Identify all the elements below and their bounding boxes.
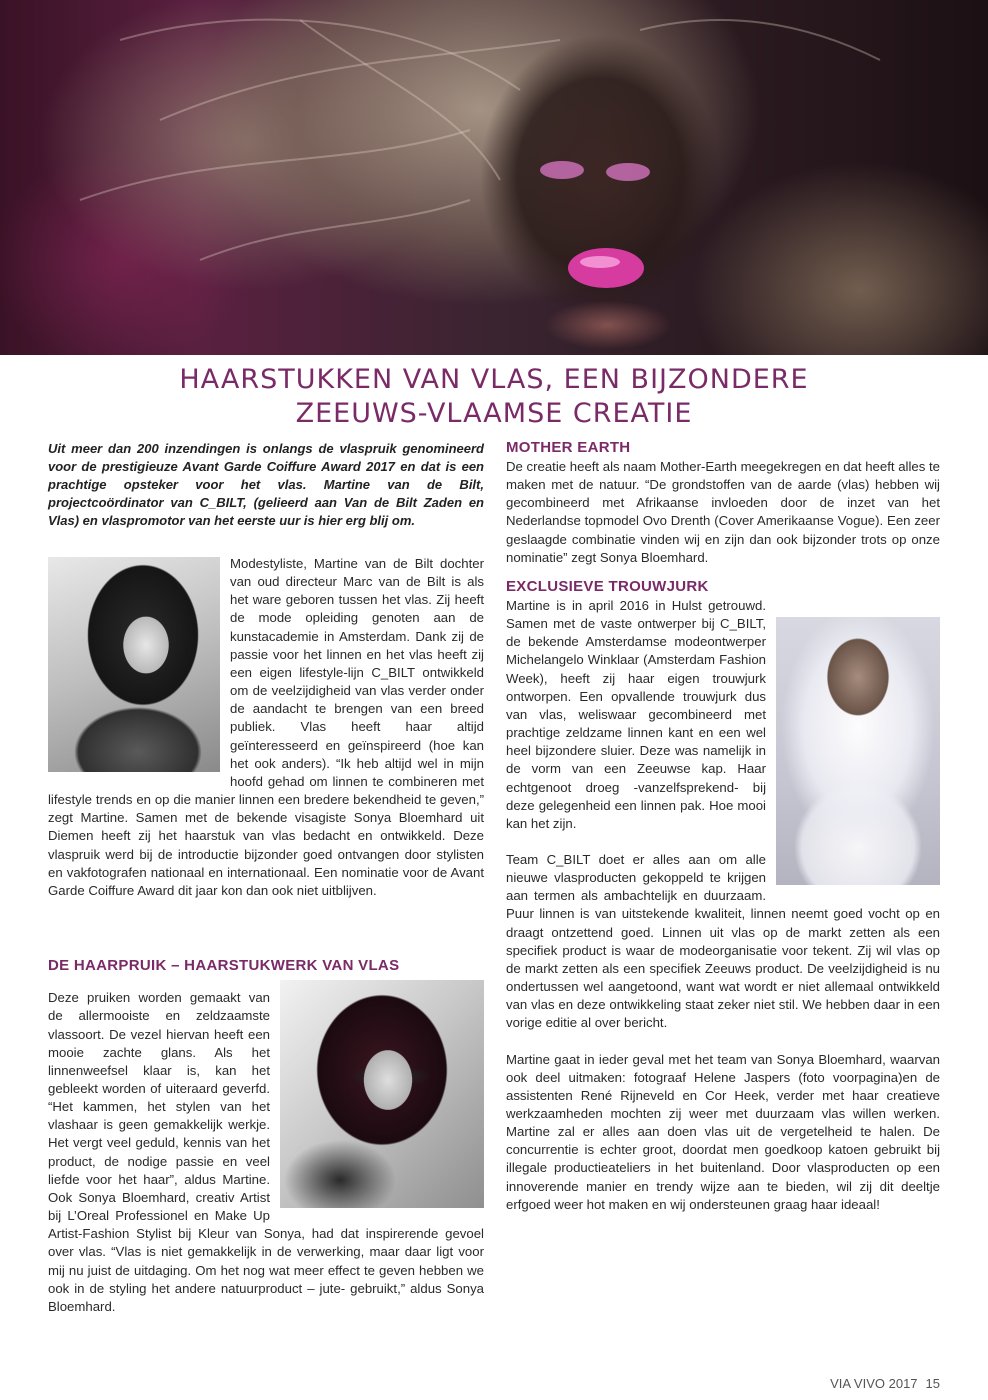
page-title-line-1: HAARSTUKKEN VAN VLAS, EEN BIJZONDERE	[179, 364, 809, 395]
right-column	[506, 438, 940, 1214]
left-column-intro	[48, 555, 484, 900]
section-heading-mother-earth: MOTHER EARTH	[506, 439, 631, 456]
portrait-photo-sonya	[280, 980, 484, 1208]
hero-illustration	[0, 0, 988, 355]
closing-paragraph: Martine gaat in ieder geval met het team van Sonya Bloemhard, waarvan ook deel uitmaken: fotograaf Helene Jaspers (foto voorpagina)en de assistenten René Rijneveld en Cor Heek, verder met haar creatieve werkzaamheden mochten zij weer met duurzaam vlas willen werken. Martine zal er alles aan doen vlas uit de vergetelheid te halen. De concurrentie is echter groot, doordat men goedkoop katoen gebruikt bij illegale productieateliers in het buitenland. Door vlasproducten op een innoverende manier en trendy wijze aan te bieden, wil zij dit deeltje erfgoed weer hot maken en wij ondersteunen graag haar ideaal!	[506, 1051, 940, 1212]
page-footer	[830, 1376, 940, 1391]
publication-name: VIA VIVO 2017	[830, 1376, 918, 1391]
wedding-dress-photo	[776, 617, 940, 885]
haarpruik-paragraph: Deze pruiken worden gemaakt van de allermooiste en zeldzaamste vlassoort. De vezel hiervan heeft een mooie zachte glans. Als het linnenweefsel klaar is, kan het gebleekt worden of uiteraard geverfd. “Het kammen, het stylen van het vlashaar is geen gemakkelijk werkje. Het vergt veel geduld, kennis van het product, de nodige passie en veel liefde voor het haar”, aldus Martine. Ook Sonya Bloemhard, creativ Artist bij L’Oreal Professionel en Make Up Artist-Fashion Stylist bij Kleur van Sonya, had dat inspirerende gevoel over vlas. “Vlas is niet gemakkelijk in de verwerking, maar daar ligt voor mij nu juist de uitdaging. Om het nog wat meer effect te geven hebben we ook in de styling het andere natuurproduct – jute- gebruikt,” aldus Sonya Bloemhard.	[48, 990, 484, 1314]
mother-earth-paragraph: De creatie heeft als naam Mother-Earth meegekregen en dat heeft alles te maken met de natuur. “De grondstoffen van de aarde (vlas) hebben wij gecombineerd met Afrikaanse invloeden door de inzet van het Nederlandse topmodel Ovo Drenth (Cover Amerikaanse Vogue). Een zeer geslaagde combinatie vinden wij en zijn dan ook bijzonder trots op onze nominatie” zegt Sonya Bloemhard.	[506, 459, 940, 565]
portrait-photo-martine	[48, 557, 220, 772]
lips	[568, 248, 644, 288]
intro-paragraph: Modestyliste, Martine van de Bilt dochter van oud directeur Marc van de Bilt is als het ware geboren tussen het vlas. Zij heeft de mode opleiding genoten aan de kunstacademie in Amsterdam. Dank zij de passie voor het linnen en het vlas heeft zij een eigen lifestyle-lijn C_BILT ontwikkeld om de veelzijdigheid van vlas verder onder de aandacht te brengen van een breed publiek. Vlas heeft haar altijd geïnteresseerd en geïnspireerd (hoe kan het ook anders). “Ik heb altijd wel in mijn hoofd gehad om linnen te combineren met lifestyle trends en op die manier linnen een bredere bekendheid te geven,” zegt Martine. Samen met de bekende visagiste Sonya Bloemhard uit Diemen heeft zij het haarstuk van vlas bedacht en ontwikkeld. Deze vlaspruik werd bij de introductie bijzonder goed ontvangen door stylisten en vakfotografen nationaal en internationaal. Een nominatie voor de Avant Garde Coiffure Award dit jaar kon dan ook niet uitblijven.	[48, 556, 484, 898]
section-heading-trouwjurk: EXCLUSIEVE TROUWJURK	[506, 577, 709, 595]
page-title-line-2: ZEEUWS-VLAAMSE CREATIE	[295, 398, 693, 429]
left-column-haarpruik	[48, 976, 484, 1329]
trouwjurk-paragraph: Martine is in april 2016 in Hulst getrouwd. Samen met de vaste ontwerper bij C_BILT, de bekende Amsterdamse modeontwerper Michelangelo Winklaar (Amsterdam Fashion Week), heeft zij haar eigen trouwjurk ontworpen. Een opvallende trouwjurk dus van vlas, weliswaar gecombineerd met prachtige zeldzame linnen kant en een wel heel bijzondere sluier. Deze was namelijk in de vorm van een Zeeuwse kap. Haar echtgenoot droeg -vanzelfsprekend- bij deze gelegenheid een linnen pak. Hoe mooi kan het zijn.	[506, 597, 766, 831]
lead-paragraph: Uit meer dan 200 inzendingen is onlangs de vlaspruik genomineerd voor de prestigieuze Avant Garde Coiffure Award 2017 en dat is een prachtige opsteker voor het vlas. Martine van de Bilt, projectcoördinator van C_BILT, (gelieerd aan Van de Bilt Zaden en Vlas) en vlaspromotor van het eerste uur is hier erg blij om.	[48, 441, 484, 528]
eyeshadow-right	[606, 163, 650, 181]
page-number: 15	[925, 1376, 940, 1391]
eyeshadow-left	[540, 161, 584, 179]
team-cbilt-paragraph: Team C_BILT doet er alles aan om alle nieuwe vlasproducten gekoppeld te krijgen aan termen als ambachtelijk en duurzaam. Puur linnen is van uitstekende kwaliteit, linnen neemt goed vocht op en draagt ontzettend goed. Linnen uit vlas op de markt zetten als een specifiek product is waar de modeorganisatie voor tekent. Zij wil vlas op de markt zetten als een specifiek Zeeuws product. De veelzijdigheid is nu ondertussen wel aangetoond, want wat wordt er niet allemaal ontwikkeld van vlas en deze ontwikkeling staat zeker niet stil. We hebben daar in een vorige editie al over bericht.	[506, 851, 940, 1031]
hero-photo	[0, 0, 988, 355]
section-heading-haarpruik: DE HAARPRUIK – HAARSTUKWERK VAN VLAS	[48, 957, 400, 974]
